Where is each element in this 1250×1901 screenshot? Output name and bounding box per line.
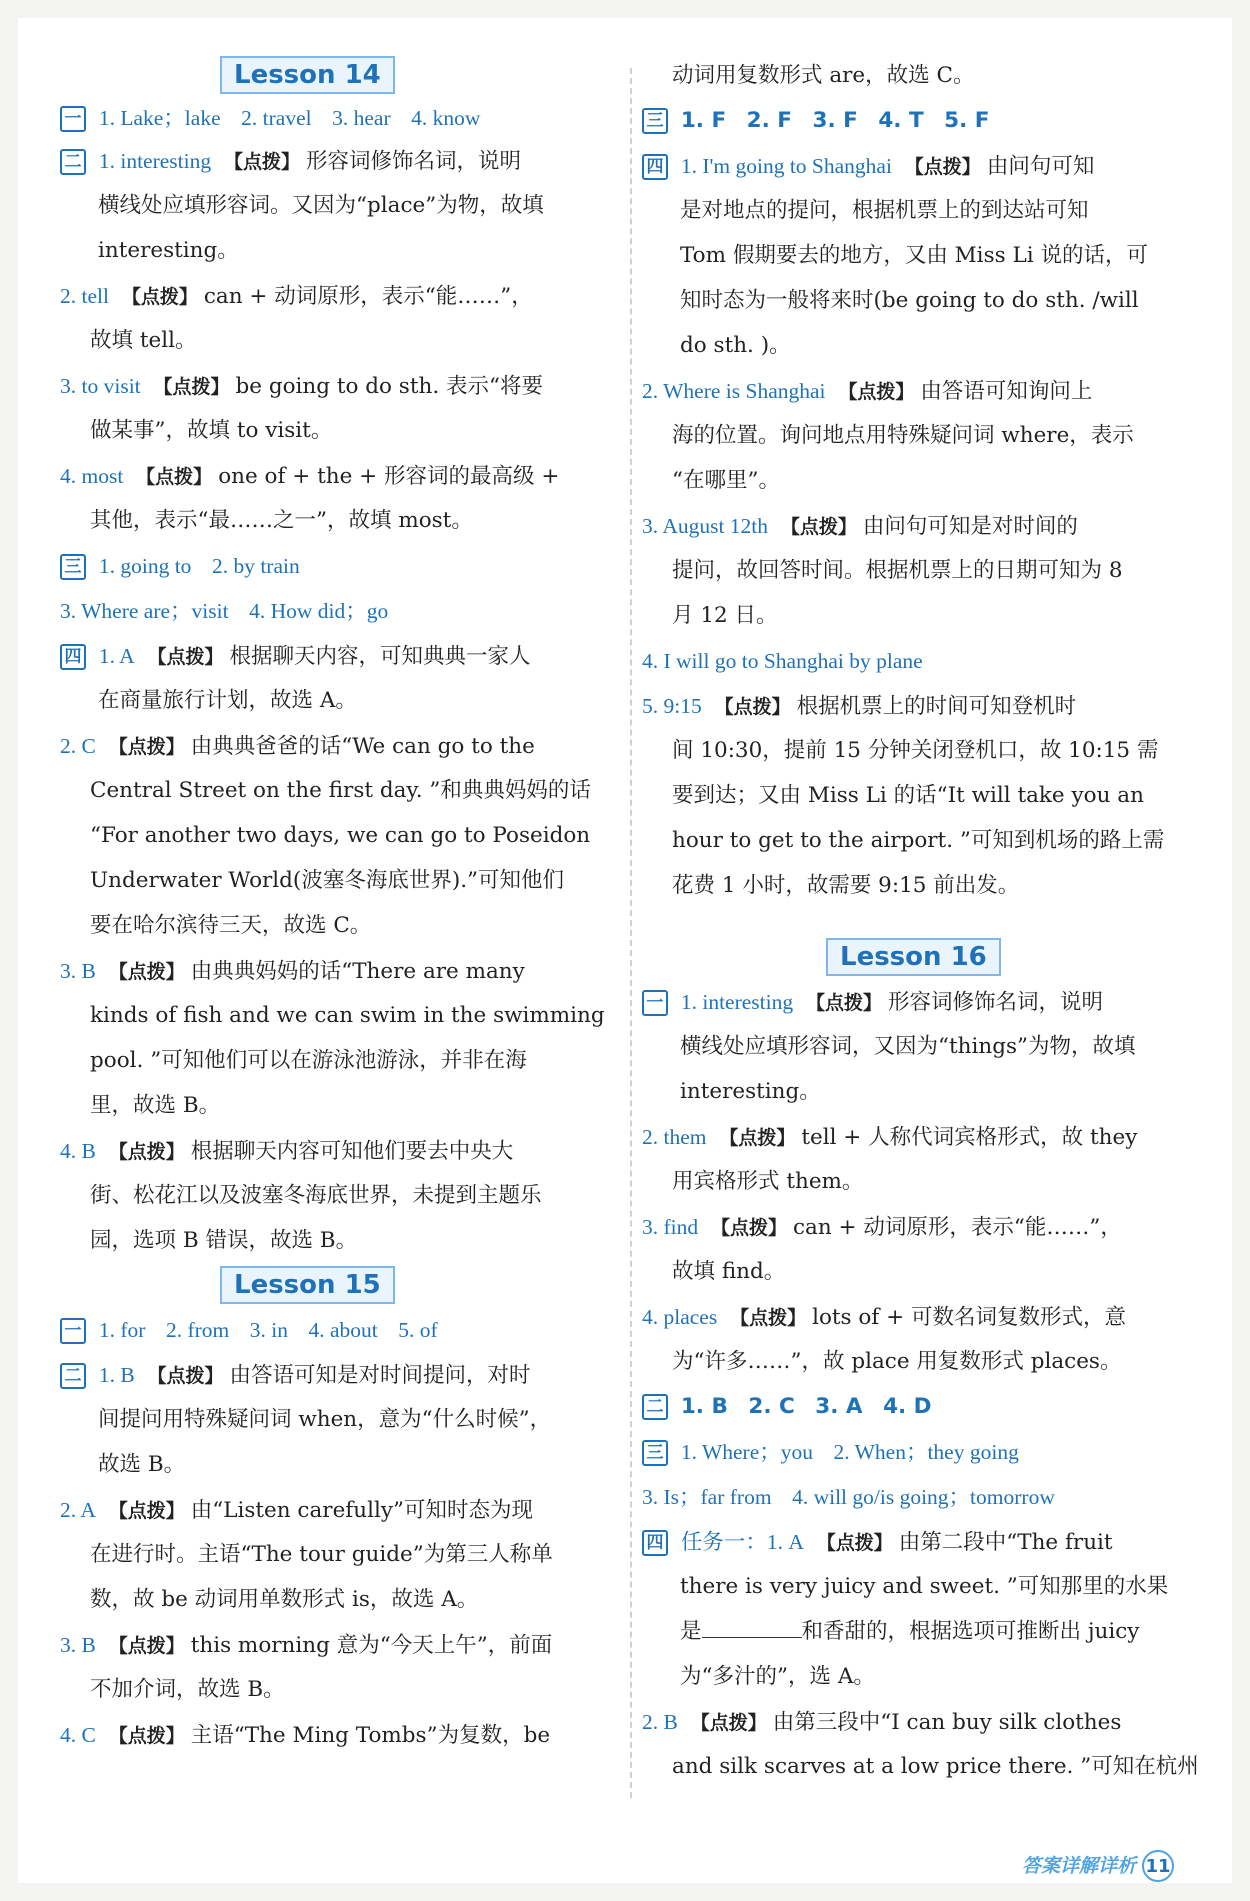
blank-line bbox=[702, 1617, 802, 1638]
text-line: pool. ”可知他们可以在游泳池游泳，并非在海 bbox=[90, 1048, 527, 1073]
text-line: 故填 find。 bbox=[672, 1259, 786, 1284]
text-line: 故填 tell。 bbox=[90, 328, 197, 353]
l15-s2-4: 4. C 【点拨】 主语“The Ming Tombs”为复数，be bbox=[60, 1723, 551, 1748]
l14-s4-2: 2. C 【点拨】 由典典爸爸的话“We can go to the bbox=[60, 734, 535, 759]
text-line: 海的位置。询问地点用特殊疑问词 where，表示 bbox=[672, 423, 1134, 448]
l15-s2-3: 3. B 【点拨】 this morning 意为“今天上午”，前面 bbox=[60, 1633, 553, 1658]
text-line: 数，故 be 动词用单数形式 is，故选 A。 bbox=[90, 1587, 479, 1612]
l14-s2-3: 3. to visit 【点拨】 be going to do sth. 表示“将要 bbox=[60, 374, 543, 399]
l16-s1-1: 一 1. interesting 【点拨】 形容词修饰名词，说明 bbox=[642, 980, 1202, 1024]
text-line: do sth. )。 bbox=[680, 333, 791, 358]
l15-s2-1: 二 1. B 【点拨】 由答语可知是对时间提问，对时 bbox=[60, 1353, 630, 1397]
text-line: 提问，故回答时间。根据机票上的日期可知为 8 bbox=[672, 558, 1123, 583]
l16-s1-4: 4. places 【点拨】 lots of + 可数名词复数形式，意 bbox=[642, 1305, 1126, 1330]
text-line: 其他，表示“最……之一”，故填 most。 bbox=[90, 508, 473, 533]
text-line: 为“多汁的”，选 A。 bbox=[680, 1664, 875, 1689]
l14-s4-1: 四 1. A 【点拨】 根据聊天内容，可知典典一家人 bbox=[60, 634, 630, 678]
text-line: “For another two days, we can go to Poseidon bbox=[90, 823, 591, 848]
text-line: 是对地点的提问，根据机票上的到达站可知 bbox=[680, 198, 1089, 223]
lesson-16-title: Lesson 16 bbox=[826, 938, 1001, 976]
text-line: 知时态为一般将来时(be going to do sth. /will bbox=[680, 288, 1139, 313]
text-line: Underwater World(波塞冬海底世界).”可知他们 bbox=[90, 868, 565, 893]
text-line: 花费 1 小时，故需要 9:15 前出发。 bbox=[672, 873, 1020, 898]
text-line: interesting。 bbox=[680, 1079, 821, 1104]
l14-s2-4: 4. most 【点拨】 one of + the + 形容词的最高级 + bbox=[60, 464, 560, 489]
l14-s3-row2: 3. Where are；visit 4. How did；go bbox=[60, 599, 389, 623]
text-line: 要在哈尔滨待三天，故选 C。 bbox=[90, 913, 372, 938]
text-line: 街、松花江以及波塞冬海底世界，未提到主题乐 bbox=[90, 1183, 542, 1208]
l15-s4-1: 四 1. I'm going to Shanghai 【点拨】 由问句可知 bbox=[642, 144, 1202, 188]
text-line: interesting。 bbox=[98, 238, 239, 263]
l16-s3-row1: 三 1. Where；you 2. When；they going bbox=[642, 1430, 1202, 1474]
l14-s2-2: 2. tell 【点拨】 can + 动词原形，表示“能……”， bbox=[60, 284, 533, 309]
text-line: 里，故选 B。 bbox=[90, 1093, 221, 1118]
text-line: 园，选项 B 错误，故选 B。 bbox=[90, 1228, 358, 1253]
text-line: 用宾格形式 them。 bbox=[672, 1169, 864, 1194]
l16-section2: 二 1. B 2. C 3. A 4. D bbox=[642, 1385, 1202, 1429]
l16-s4-2: 2. B 【点拨】 由第三段中“I can buy silk clothes bbox=[642, 1710, 1122, 1735]
l16-s3-row2: 3. Is；far from 4. will go/is going；tomorrow bbox=[642, 1485, 1055, 1509]
text-line: 不加介词，故选 B。 bbox=[90, 1677, 285, 1702]
page-footer bbox=[1022, 1850, 1174, 1882]
l14-s2-1: 二 1. interesting 【点拨】 形容词修饰名词，说明 bbox=[60, 139, 630, 183]
l15-section3: 三 1. F 2. F 3. F 4. T 5. F bbox=[642, 99, 1202, 143]
l15-section1: 一 1. for 2. from 3. in 4. about 5. of bbox=[60, 1308, 630, 1352]
text-line: 在进行时。主语“The tour guide”为第三人称单 bbox=[90, 1542, 553, 1567]
text-line: Central Street on the first day. ”和典典妈妈的话 bbox=[90, 778, 591, 803]
l14-section1: 一 1. Lake；lake 2. travel 3. hear 4. know bbox=[60, 96, 630, 140]
text-line: 横线处应填形容词。又因为“place”为物，故填 bbox=[98, 193, 544, 218]
page-number: 11 bbox=[1142, 1850, 1174, 1882]
text-line: Tom 假期要去的地方，又由 Miss Li 说的话，可 bbox=[680, 243, 1148, 268]
text-line: 在商量旅行计划，故选 A。 bbox=[98, 688, 357, 713]
l15-s4-4: 4. I will go to Shanghai by plane bbox=[642, 649, 923, 673]
l15-s4-2: 2. Where is Shanghai 【点拨】 由答语可知询问上 bbox=[642, 379, 1093, 404]
text-line: there is very juicy and sweet. ”可知那里的水果 bbox=[680, 1574, 1169, 1599]
l16-s1-2: 2. them 【点拨】 tell + 人称代词宾格形式，故 they bbox=[642, 1125, 1138, 1150]
text-line: 间提问用特殊疑问词 when，意为“什么时候”， bbox=[98, 1407, 552, 1432]
text-line: 间 10:30，提前 15 分钟关闭登机口，故 10:15 需 bbox=[672, 738, 1159, 763]
text-line: 月 12 日。 bbox=[672, 603, 778, 628]
l16-s1-3: 3. find 【点拨】 can + 动词原形，表示“能……”， bbox=[642, 1215, 1122, 1240]
answer-page bbox=[18, 18, 1232, 1883]
lesson-15-title: Lesson 15 bbox=[220, 1266, 395, 1304]
text-line: 要到达；又由 Miss Li 的话“It will take you an bbox=[672, 783, 1144, 808]
footer-label: 答案详解详析 bbox=[1021, 1855, 1136, 1877]
lesson-14-title: Lesson 14 bbox=[220, 56, 395, 94]
l14-s3-row1: 三 1. going to 2. by train bbox=[60, 544, 630, 588]
l15-s2-2: 2. A 【点拨】 由“Listen carefully”可知时态为现 bbox=[60, 1498, 533, 1523]
l14-s4-4: 4. B 【点拨】 根据聊天内容可知他们要去中央大 bbox=[60, 1139, 514, 1164]
text-line: 横线处应填形容词，又因为“things”为物，故填 bbox=[680, 1034, 1136, 1059]
text-line: 做某事”，故填 to visit。 bbox=[90, 418, 333, 443]
text-line: hour to get to the airport. ”可知到机场的路上需 bbox=[672, 828, 1165, 853]
l15-s4-3: 3. August 12th 【点拨】 由问句可知是对时间的 bbox=[642, 514, 1078, 539]
text-line: “在哪里”。 bbox=[672, 468, 780, 493]
text-line: kinds of fish and we can swim in the swimming bbox=[90, 1003, 605, 1028]
text-line: 为“许多……”，故 place 用复数形式 places。 bbox=[672, 1349, 1122, 1374]
text-line: 故选 B。 bbox=[98, 1452, 186, 1477]
l16-s4-1: 四 任务一：1. A 【点拨】 由第二段中“The fruit bbox=[642, 1520, 1202, 1564]
column-divider bbox=[630, 68, 632, 1798]
text-line: 动词用复数形式 are，故选 C。 bbox=[672, 63, 975, 88]
l14-s4-3: 3. B 【点拨】 由典典妈妈的话“There are many bbox=[60, 959, 525, 984]
text-line: 是 和香甜的，根据选项可推断出 juicy bbox=[680, 1619, 1140, 1644]
l15-s4-5: 5. 9:15 【点拨】 根据机票上的时间可知登机时 bbox=[642, 694, 1077, 719]
text-line: and silk scarves at a low price there. ”可知在杭州 bbox=[672, 1754, 1199, 1779]
